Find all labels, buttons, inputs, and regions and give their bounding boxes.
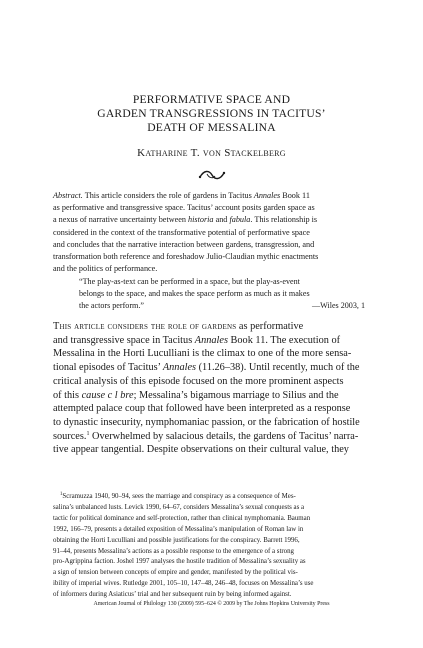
abstract-line: transformation both reference and foreshadow Julio-Claudian mythic enactments [53, 252, 319, 262]
epigraph-line: the actors perform.” [79, 301, 144, 310]
journal-footer: American Journal of Philology 130 (2009) 595–624 © 2009 by The Johns Hopkins University Press [93, 601, 330, 607]
footnote-line: tactic for political dominance and self-protection, rather than clinical nymphomania. Bauman [53, 514, 311, 522]
footnote-marker: 1 [59, 492, 63, 497]
epigraph-line: belongs to the space, and makes the space perform as much as it makes [79, 289, 310, 298]
footnote-line: obtaining the Horti Luculliani and possible justifications for the conspiracy. Barrett 1996, [53, 536, 300, 544]
opening-smallcaps: This article considers the role of gardens [53, 321, 237, 332]
footnote-line: pro-Agrippina faction. Joshel 1997 analyses the hostile tradition of Messalina’s sexuality as [53, 558, 306, 566]
body-text [53, 320, 371, 457]
title-line: PERFORMATIVE SPACE AND [132, 93, 291, 106]
footnote-line: 91–44, presents Messalina’s actions as a possible response to the emergence of a strong [53, 547, 294, 555]
body-line: This article considers the role of gardens as performative [53, 321, 304, 332]
footnote-line: a sign of tension between concepts of empire and gender, manifested by the political vis- [53, 569, 298, 577]
article-title [40, 93, 383, 135]
body-line: tional episodes of Tacitus’ Annales (11.26–38). Until recently, much of the [53, 362, 360, 374]
title-line: DEATH OF MESSALINA [147, 121, 276, 134]
epigraph [79, 276, 369, 312]
body-line: Messalina in the Horti Luculliani is the climax to one of the more sensa- [53, 348, 352, 360]
footnote-line: of informers during Asiaticus’ trial and her subsequent ruin by being informed against. [53, 591, 292, 599]
abstract-label: Abstract. [53, 191, 83, 200]
footnote-line: ibility of imperial wives. Rutledge 2001, 105–10, 147–48, 246–48, focuses on Messalina’s use [53, 580, 314, 588]
body-line: and transgressive space in Tacitus Annales Book 11. The execution of [53, 334, 341, 346]
abstract [53, 190, 371, 275]
footnote-line: $^1$Scramuzza 1940, 90–94, sees the marriage and conspiracy as a consequence of Mes- [59, 492, 296, 500]
abstract-line: and the politics of performance. [53, 264, 158, 274]
body-line: critical analysis of this episode focused on the more prominent aspects [53, 375, 344, 387]
footnote-line: 1992, 166–79, presents a detailed exposition of Messalina’s manipulation of Roman law in [53, 525, 304, 533]
footnote-line: salina’s unbalanced lusts. Levick 1990, 64–67, considers Messalina’s sexual conquests as a [53, 503, 305, 511]
epigraph-attribution: —Wiles 2003, 1 [312, 301, 365, 310]
body-line: attempted palace coup that followed have been interpreted as a response [53, 403, 351, 415]
body-line: tive appear tangential. Despite observations on their cultural value, they [53, 444, 349, 456]
epigraph-line: “The play-as-text can be performed in a space, but the play-as-event [79, 277, 300, 286]
abstract-line: and concludes that the narrative interaction between gardens, transgression, and [53, 239, 315, 249]
author-name: Katharine T. von Stackelberg [137, 147, 286, 159]
body-line: of this cause c l bre; Messalina’s bigamous marriage to Silius and the [53, 389, 339, 401]
abstract-line: a nexus of narrative uncertainty between historia and fabula. This relationship is [53, 215, 318, 225]
fleuron-ornament-icon [197, 168, 227, 182]
footnote-ref[interactable]: 1 [86, 430, 90, 437]
abstract-line: considered in the context of the transformative potential of performative space [53, 227, 310, 237]
footnotes [53, 492, 371, 601]
title-line: GARDEN TRANSGRESSIONS IN TACITUS’ [97, 107, 326, 120]
abstract-line: Abstract. This article considers the role of gardens in Tacitus Annales Book 11 [53, 191, 310, 200]
body-line: to dynastic insecurity, nymphomaniac passion, or the fabrication of hostile [53, 416, 360, 428]
body-line: sources.$^1$ Overwhelmed by salacious details, the gardens of Tacitus’ narra- [53, 430, 359, 442]
abstract-line: as performative and transgressive space. Tacitus’ account posits garden space as [53, 203, 315, 213]
